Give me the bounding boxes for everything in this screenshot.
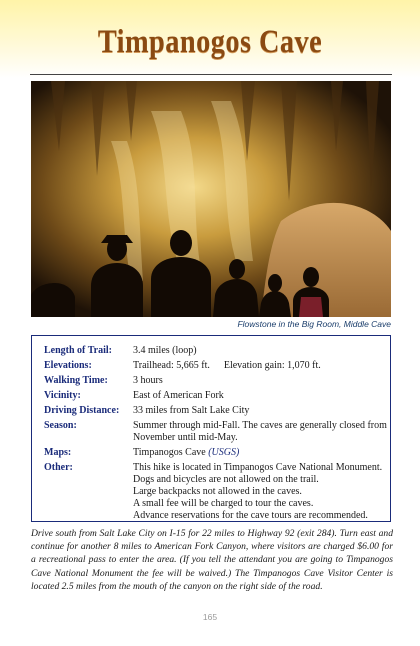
other-line: Dogs and bicycles are not allowed on the trail.	[133, 474, 319, 485]
length-label: Length of Trail:	[44, 345, 112, 356]
season-value	[133, 420, 393, 444]
maps-text: Timpanogos Cave	[133, 447, 206, 458]
walking-time-value	[133, 375, 393, 387]
elevations-label: Elevations:	[44, 360, 92, 371]
trail-info-box	[31, 335, 391, 522]
season-label: Season:	[44, 420, 77, 431]
driving-distance-value	[133, 405, 393, 417]
other-line: Large backpacks not allowed in the caves.	[133, 486, 302, 497]
trailhead-elevation: Trailhead: 5,665 ft.	[133, 360, 210, 371]
page-number: 165	[202, 612, 218, 622]
elevations-value	[133, 360, 393, 372]
other-line: This hike is located in Timpanogos Cave National Monument.	[133, 462, 383, 473]
other-line: A small fee will be charged to tour the caves.	[133, 498, 314, 509]
vicinity-value	[133, 390, 393, 402]
driving-distance-label: Driving Distance:	[44, 405, 120, 416]
other-label: Other:	[44, 462, 73, 473]
vicinity-label: Vicinity:	[44, 390, 81, 401]
walking-time-text: 3 hours	[133, 375, 163, 386]
photo-caption: Flowstone in the Big Room, Middle Cave	[237, 319, 391, 329]
other-value	[133, 462, 393, 522]
maps-source: (USGS)	[208, 447, 240, 458]
directions-paragraph: Drive south from Salt Lake City on I-15 for 22 miles to Highway 92 (exit 284). Turn east and continue for another 8 miles to American Fork Canyon, where visitors are charged $6.00 for a recreational pass to enter the area. (If you tell the attendant you are going to Timpanogos Cave National Monument the fee will be waived.) The Timpanogos Cave Visitor Center is located 2.5 miles from the mouth of the canyon on the right side of the road.	[31, 528, 393, 592]
maps-label: Maps:	[44, 447, 72, 458]
other-line: Advance reservations for the cave tours are recommended.	[133, 510, 368, 521]
length-text: 3.4 miles (loop)	[133, 345, 197, 356]
cave-photo	[31, 81, 391, 317]
title-divider	[30, 74, 392, 75]
length-value	[133, 345, 393, 357]
maps-value	[133, 447, 393, 459]
vicinity-text: East of American Fork	[133, 390, 224, 401]
elevation-gain: Elevation gain: 1,070 ft.	[223, 360, 321, 371]
walking-time-label: Walking Time:	[44, 375, 108, 386]
page-title: Timpanogos Cave	[97, 24, 323, 60]
driving-distance-text: 33 miles from Salt Lake City	[133, 405, 250, 416]
season-text: Summer through mid-Fall. The caves are generally closed from November until mid-May.	[133, 420, 387, 443]
